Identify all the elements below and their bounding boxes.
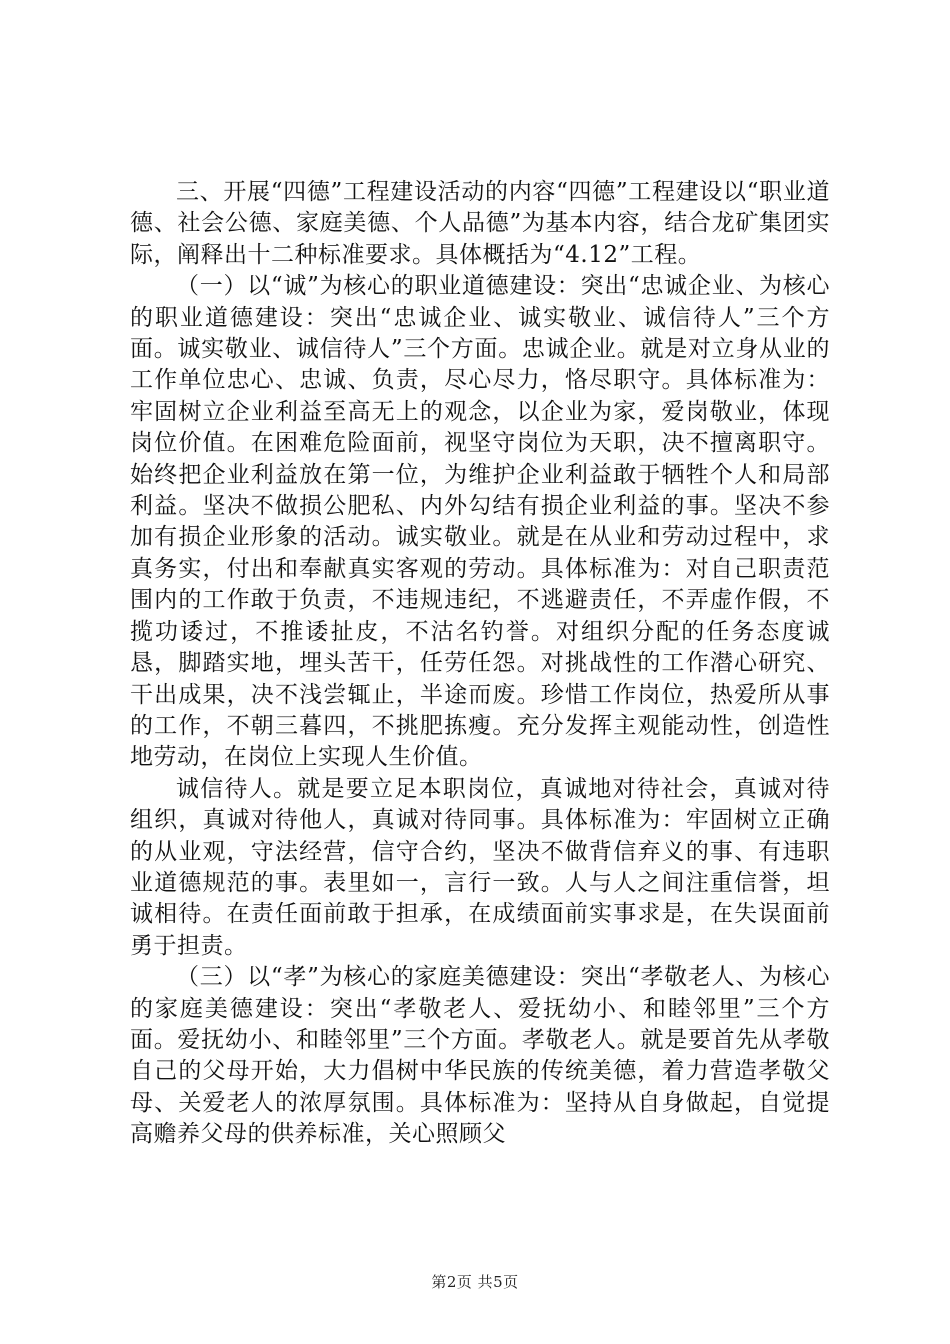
paragraph-family-virtues: （三）以“孝”为核心的家庭美德建设：突出“孝敬老人、为核心的家庭美德建设：突出“孝敬老人、爱抚幼小、和睦邻里”三个方面。爱抚幼小、和睦邻里”三个方面。孝敬老人。就是要首先从孝敬自己的父母开始，大力倡树中华民族的传统美德，着力营造孝敬父母、关爱老人的浓厚氛围。具体标准为：坚持从自身做起，自觉提高赡养父母的供养标准，关心照顾父	[130, 964, 830, 1148]
paragraph-professional-ethics: （一）以“诚”为核心的职业道德建设：突出“忠诚企业、为核心的职业道德建设：突出“忠诚企业、诚实敬业、诚信待人”三个方面。诚实敬业、诚信待人”三个方面。忠诚企业。就是对立身从业的工作单位忠心、忠诚、负责，尽心尽力，恪尽职守。具体标准为：牢固树立企业利益至高无上的观念，以企业为家，爱岗敬业，体现岗位价值。在困难危险面前，视坚守岗位为天职，决不擅离职守。始终把企业利益放在第一位，为维护企业利益敢于牺牲个人和局部利益。坚决不做损公肥私、内外勾结有损企业利益的事。坚决不参加有损企业形象的活动。诚实敬业。就是在从业和劳动过程中，求真务实，付出和奉献真实客观的劳动。具体标准为：对自己职责范围内的工作敢于负责，不违规违纪，不逃避责任，不弄虚作假，不揽功诿过，不推诿扯皮，不沽名钓誉。对组织分配的任务态度诚恳，脚踏实地，埋头苦干，任劳任怨。对挑战性的工作潜心研究、干出成果，决不浅尝辄止，半途而废。珍惜工作岗位，热爱所从事的工作，不朝三暮四，不挑肥拣瘦。充分发挥主观能动性，创造性地劳动，在岗位上实现人生价值。	[130, 273, 830, 771]
paragraph-honest-treatment: 诚信待人。就是要立足本职岗位，真诚地对待社会，真诚对待组织，真诚对待他人，真诚对待同事。具体标准为：牢固树立正确的从业观，守法经营，信守合约，坚决不做背信弃义的事、有违职业道德规范的事。表里如一，言行一致。人与人之间注重信誉，坦诚相待。在责任面前敢于担承，在成绩面前实事求是，在失误面前勇于担责。	[130, 775, 830, 959]
paragraph-section-three: 三、开展“四德”工程建设活动的内容“四德”工程建设以“职业道德、社会公德、家庭美德、个人品德”为基本内容，结合龙矿集团实际，阐释出十二种标准要求。具体概括为“4.12”工程。	[130, 179, 830, 268]
page-footer: 第2页 共5页	[431, 1273, 519, 1291]
document-body	[130, 177, 830, 1151]
